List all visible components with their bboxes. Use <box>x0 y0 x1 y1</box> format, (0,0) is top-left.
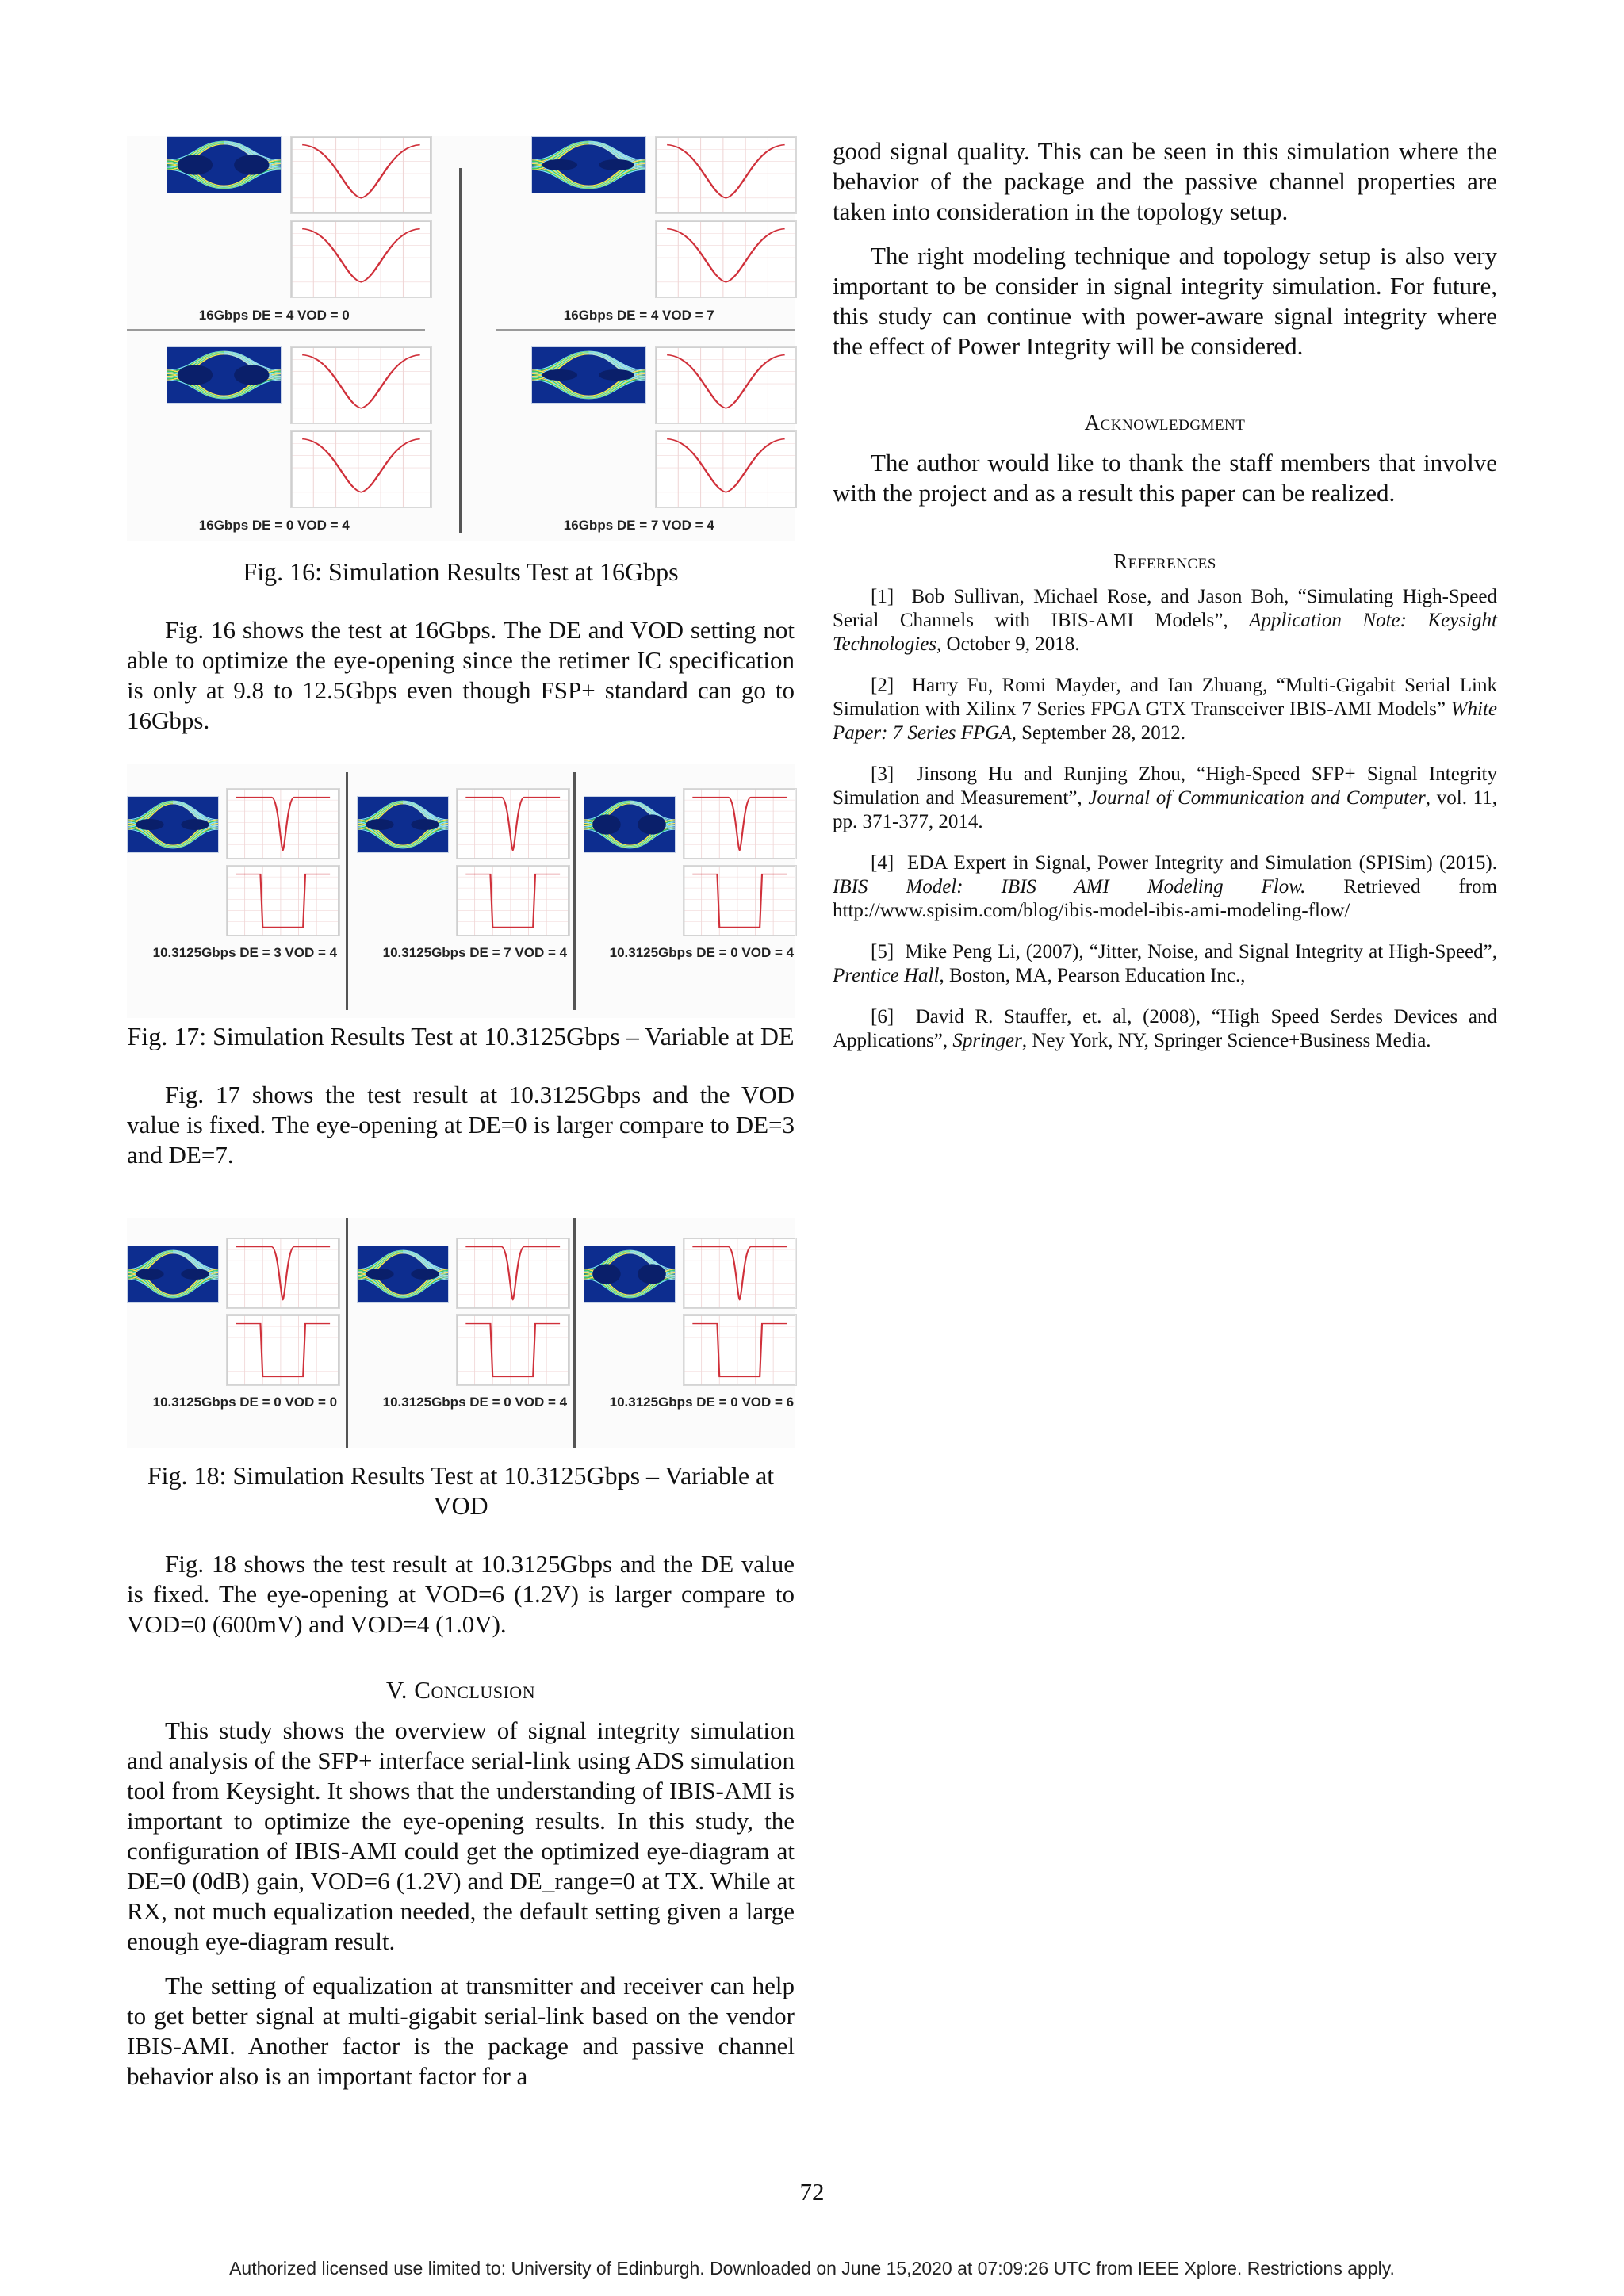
panel-label: 10.3125Gbps DE = 0 VOD = 0 <box>152 1395 338 1410</box>
reference-item: [2] Harry Fu, Romi Mayder, and Ian Zhuang, “Multi-Gigabit Serial Link Simulation with Xilinx 7 Series FPGA GTX Transceiver IBIS-AMI Models” White Paper: 7 Series FPGA, September 28, 2012. <box>833 675 1497 744</box>
section-numeral: V. <box>385 1676 408 1704</box>
figure-divider <box>573 772 576 1010</box>
panel-label: 10.3125Gbps DE = 7 VOD = 4 <box>382 945 568 960</box>
response-plot-image <box>456 1238 569 1309</box>
response-plot-image <box>456 865 569 936</box>
section-heading-conclusion <box>127 1676 795 1705</box>
right-column <box>833 136 1497 1070</box>
response-plot-image <box>683 1314 796 1386</box>
left-column <box>127 136 795 2091</box>
eye-diagram-image <box>127 796 219 853</box>
reference-item: [6] David R. Stauffer, et. al, (2008), “High Speed Serdes Devices and Applications”, Springer, Ney York, NY, Springer Science+Business Media. <box>833 1006 1498 1051</box>
reference-item: [4] EDA Expert in Signal, Power Integrity and Simulation (SPISim) (2015). IBIS Model: IBIS AMI Modeling Flow. Retrieved from http://www.spisim.com/blog/ibis-model-ibis-ami-modeling-flow/ <box>833 852 1498 921</box>
response-plot-image <box>456 788 569 859</box>
figure-18-caption: Fig. 18: Simulation Results Test at 10.3125Gbps – Variable at VOD <box>147 1461 775 1520</box>
acknowledgment-paragraph: The author would like to thank the staff members that involve with the project and as a result this paper can be realized. <box>833 449 1497 507</box>
eye-diagram-image <box>531 346 646 404</box>
panel-label: 16Gbps DE = 4 VOD = 7 <box>563 308 714 323</box>
eye-diagram-image <box>127 1246 219 1303</box>
paragraph-fig16: Fig. 16 shows the test at 16Gbps. The DE and VOD setting not able to optimize the eye-opening since the retimer IC specification is only at 9.8 to 12.5Gbps even though FSP+ standard can go to 16Gbps. <box>127 616 795 734</box>
eye-diagram-image <box>167 136 282 193</box>
paragraph-fig18: Fig. 18 shows the test result at 10.3125Gbps and the DE value is fixed. The eye-opening at VOD=6 (1.2V) is larger compare to VOD=0 (600mV) and VOD=4 (1.0V). <box>127 1550 795 1638</box>
panel-label: 10.3125Gbps DE = 0 VOD = 6 <box>609 1395 795 1410</box>
figure-divider <box>127 329 425 331</box>
conclusion-paragraph-1: This study shows the overview of signal integrity simulation and analysis of the SFP+ interface serial-link using ADS simulation tool from Keysight. It shows that the understanding of IBIS-AMI is important to optimize the eye-opening results. In this study, the configuration of IBIS-AMI could get the optimized eye-diagram at DE=0 (0dB) gain, VOD=6 (1.2V) and DE_range=0 at TX. While at RX, not much equalization needed, the default setting given a large enough eye-diagram result. <box>127 1716 795 1955</box>
response-plot-image <box>226 865 339 936</box>
reference-item: [1] Bob Sullivan, Michael Rose, and Jason Boh, “Simulating High-Speed Serial Channels with IBIS-AMI Models”, Application Note: Keysight Technologies, October 9, 2018. <box>833 586 1498 655</box>
response-plot-image <box>226 788 339 859</box>
page-number: 72 <box>799 2178 825 2206</box>
eye-diagram-image <box>584 1246 676 1303</box>
figure-16 <box>127 136 795 541</box>
panel-label: 16Gbps DE = 4 VOD = 0 <box>198 308 350 323</box>
license-footer: Authorized licensed use limited to: University of Edinburgh. Downloaded on June 15,2020 at 07:09:26 UTC from IEEE Xplore. Restrictions apply. <box>229 2258 1395 2279</box>
response-plot-image <box>655 220 797 298</box>
response-plot-image <box>683 788 796 859</box>
figure-divider <box>346 1218 348 1448</box>
fig16-panel <box>531 136 801 327</box>
figure-divider <box>496 329 795 331</box>
panel-label: 16Gbps DE = 7 VOD = 4 <box>563 518 714 533</box>
response-plot-image <box>683 865 796 936</box>
fig17-panel <box>584 788 799 962</box>
fig17-panel <box>357 788 573 962</box>
paragraph-modeling: The right modeling technique and topology setup is also very important to be consider in signal integrity simulation. For future, this study can continue with power-aware signal integrity where the effect of Power Integrity will be considered. <box>833 242 1497 360</box>
fig17-panel <box>127 788 343 962</box>
reference-item: [3] Jinsong Hu and Runjing Zhou, “High-Speed SFP+ Signal Integrity Simulation and Measurement”, Journal of Communication and Computer, vol. 11, pp. 371-377, 2014. <box>833 763 1498 832</box>
panel-label: 10.3125Gbps DE = 0 VOD = 4 <box>382 1395 568 1410</box>
response-plot-image <box>456 1314 569 1386</box>
panel-label: 16Gbps DE = 0 VOD = 4 <box>198 518 350 533</box>
conclusion-paragraph-2: The setting of equalization at transmitter and receiver can help to get better signal at multi-gigabit serial-link based on the vendor IBIS-AMI. Another factor is the package and passive channel behavior also is an important factor for a <box>127 1972 795 2090</box>
section-heading-references <box>833 549 1497 574</box>
figure-divider <box>573 1218 576 1448</box>
response-plot-image <box>290 346 432 424</box>
section-heading-acknowledgment <box>833 411 1497 435</box>
response-plot-image <box>290 430 432 508</box>
eye-diagram-image <box>357 1246 449 1303</box>
section-title: Conclusion <box>414 1676 536 1704</box>
panel-label: 10.3125Gbps DE = 3 VOD = 4 <box>152 945 338 960</box>
reference-item: [5] Mike Peng Li, (2007), “Jitter, Noise, and Signal Integrity at High-Speed”, Prentice Hall, Boston, MA, Pearson Education Inc., <box>833 941 1497 986</box>
response-plot-image <box>290 220 432 298</box>
response-plot-image <box>655 346 797 424</box>
figure-16-caption: Fig. 16: Simulation Results Test at 16Gbps <box>243 557 679 586</box>
section-title: References <box>1113 549 1216 573</box>
figure-divider <box>346 772 348 1010</box>
reference-list <box>833 585 1497 1053</box>
fig18-panel <box>127 1238 343 1412</box>
fig16-panel <box>531 346 801 537</box>
fig18-panel <box>357 1238 573 1412</box>
figure-17-caption: Fig. 17: Simulation Results Test at 10.3125Gbps – Variable at DE <box>127 1022 795 1050</box>
panel-label: 10.3125Gbps DE = 0 VOD = 4 <box>609 945 795 960</box>
section-title: Acknowledgment <box>1084 411 1246 434</box>
paragraph-continued: good signal quality. This can be seen in this simulation where the behavior of the package and the passive channel properties are taken into consideration in the topology setup. <box>833 137 1497 225</box>
response-plot-image <box>226 1238 339 1309</box>
response-plot-image <box>683 1238 796 1309</box>
eye-diagram-image <box>531 136 646 193</box>
fig18-panel <box>584 1238 799 1412</box>
eye-diagram-image <box>584 796 676 853</box>
response-plot-image <box>290 136 432 214</box>
figure-17 <box>127 764 795 1018</box>
fig16-panel <box>167 136 436 327</box>
response-plot-image <box>655 136 797 214</box>
figure-18 <box>127 1218 795 1448</box>
response-plot-image <box>655 430 797 508</box>
fig16-panel <box>167 346 436 537</box>
response-plot-image <box>226 1314 339 1386</box>
eye-diagram-image <box>167 346 282 404</box>
eye-diagram-image <box>357 796 449 853</box>
figure-divider <box>459 168 462 533</box>
paragraph-fig17: Fig. 17 shows the test result at 10.3125Gbps and the VOD value is fixed. The eye-opening at DE=0 is larger compare to DE=3 and DE=7. <box>127 1081 795 1169</box>
